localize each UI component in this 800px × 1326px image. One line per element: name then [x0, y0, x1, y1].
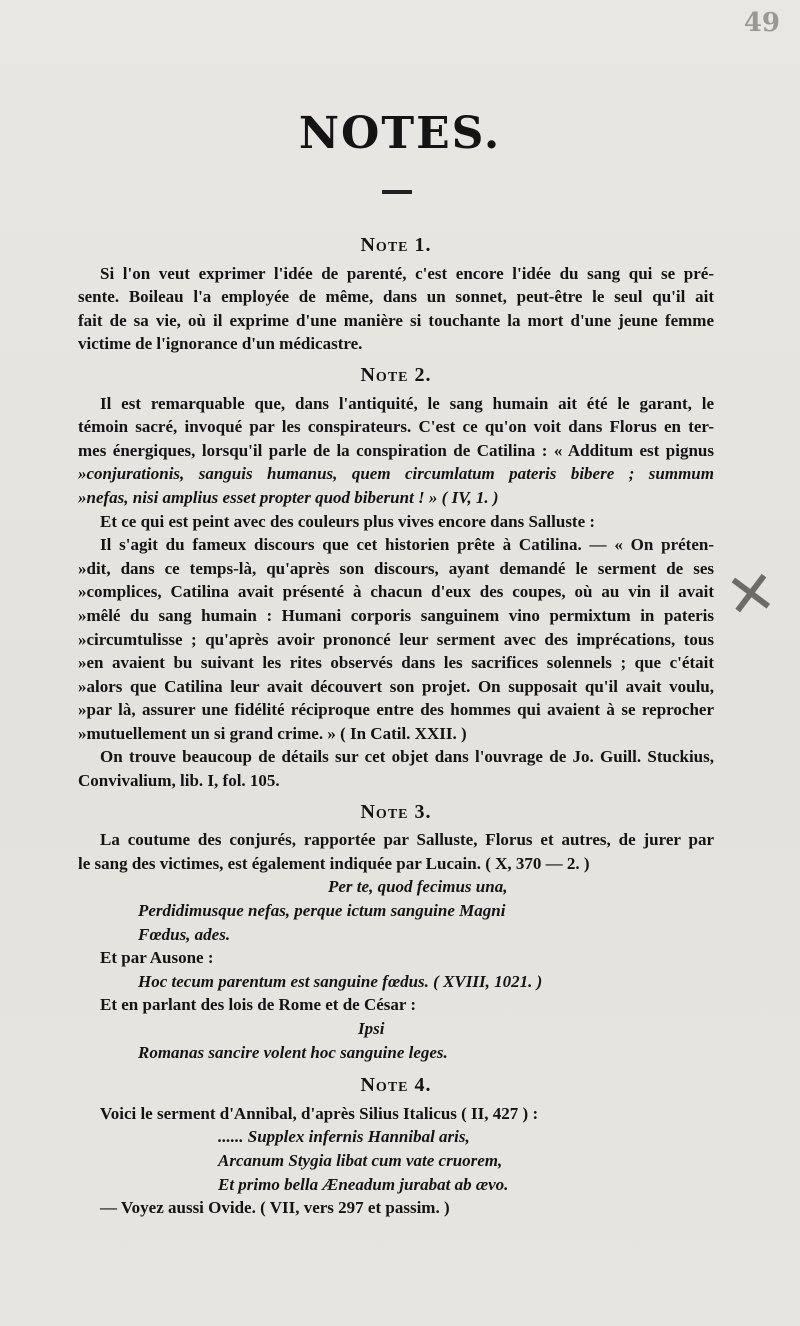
note-2-line: »mêlé du sang humain : Humani corporis sanguinem vino permixtum in pateris — [78, 605, 714, 625]
note-2-line: »circumtulisse ; qu'après avoir prononcé leur serment avec des imprécations, tous — [78, 629, 714, 649]
note-2-line: »nefas, nisi amplius esset propter quod biberunt ! » ( IV, 1. ) — [78, 487, 499, 507]
verse-line: Et primo bella Æneadum jurabat ab ævo. — [218, 1174, 509, 1194]
note-heading-2: Note 2. — [360, 363, 432, 386]
verse-line: Fœdus, ades. — [138, 924, 231, 944]
note-2-line: »conjurationis, sanguis humanus, quem circumlatum pateris bibere ; summum — [78, 464, 714, 484]
page-number: 49 — [743, 8, 780, 38]
note-1-line: sente. Boileau l'a employée de même, dans un sonnet, peut-être le seul qu'il ait — [78, 287, 714, 307]
note-3-line: le sang des victimes, est également indiquée par Lucain. ( X, 370 — 2. ) — [78, 853, 590, 873]
verse-line: Hoc tecum parentum est sanguine fœdus. ( XVIII, 1021. ) — [138, 971, 543, 991]
note-2-line: Et ce qui est peint avec des couleurs plus vives encore dans Salluste : — [100, 511, 596, 531]
note-2-line: Il est remarquable que, dans l'antiquité, le sang humain ait été le garant, le — [100, 393, 714, 413]
note-4-line: — Voyez aussi Ovide. ( VII, vers 297 et passim. ) — [100, 1198, 450, 1218]
verse-line: Perdidimusque nefas, perque ictum sanguine Magni — [138, 901, 506, 921]
note-2-line: Convivalium, lib. I, fol. 105. — [78, 771, 280, 791]
title-divider — [382, 190, 412, 194]
note-1-line: Si l'on veut exprimer l'idée de parenté, c'est encore l'idée du sang qui se pré- — [100, 263, 714, 283]
note-2-line: »alors que Catilina leur avait découvert son projet. On supposait qu'il avait voulu, — [78, 676, 714, 696]
note-2-line: »complices, Catilina avait présenté à chacun d'eux des coupes, où au vin il avait — [78, 582, 714, 602]
verse-line: Romanas sancire volent hoc sanguine leges. — [138, 1042, 448, 1062]
note-3-line: Et en parlant des lois de Rome et de César : — [100, 995, 417, 1015]
verse-line: Arcanum Stygia libat cum vate cruorem, — [218, 1150, 503, 1170]
note-2-line: témoin sacré, invoqué par les conspirateurs. C'est ce qu'on voit dans Florus en ter- — [78, 417, 714, 437]
note-2-line: Il s'agit du fameux discours que cet historien prête à Catilina. — « On préten- — [100, 535, 714, 555]
note-2-line: »dit, dans ce temps-là, qu'après son discours, ayant demandé le serment de ses — [78, 558, 714, 578]
note-2-line: mes énergiques, lorsqu'il parle de la conspiration de Catilina : « Additum est pignus — [78, 440, 714, 460]
note-heading-3: Note 3. — [360, 800, 432, 823]
note-2-line: »mutuellement un si grand crime. » ( In Catil. XXII. ) — [78, 723, 467, 743]
note-1-line: victime de l'ignorance d'un médicastre. — [78, 334, 363, 354]
page-title: NOTES. — [298, 108, 502, 159]
verse-line: Per te, quod fecimus una, — [328, 877, 508, 897]
notes-body — [78, 228, 714, 1220]
note-3-line: La coutume des conjurés, rapportée par Salluste, Florus et autres, de jurer par — [100, 830, 714, 850]
note-2-line: On trouve beaucoup de détails sur cet objet dans l'ouvrage de Jo. Guill. Stuckius, — [100, 747, 714, 767]
note-2-line: »en avaient bu suivant les rites observés dans les sacrifices solennels ; que c'était — [78, 653, 714, 673]
note-1-line: fait de sa vie, où il exprime d'une manière si touchante la mort d'une jeune femme — [78, 310, 714, 330]
note-heading-1: Note 1. — [360, 234, 432, 256]
note-4-line: Voici le serment d'Annibal, d'après Silius Italicus ( II, 427 ) : — [100, 1103, 539, 1123]
note-heading-4: Note 4. — [360, 1074, 432, 1097]
verse-line: ...... Supplex infernis Hannibal aris, — [218, 1127, 470, 1147]
verse-line: Ipsi — [358, 1019, 385, 1038]
note-3-line: Et par Ausone : — [100, 948, 214, 968]
handwritten-x-mark: ✕ — [721, 556, 781, 634]
note-2-line: »par là, assurer une fidélité réciproque entre des hommes qui avaient à se reprocher — [78, 700, 714, 720]
